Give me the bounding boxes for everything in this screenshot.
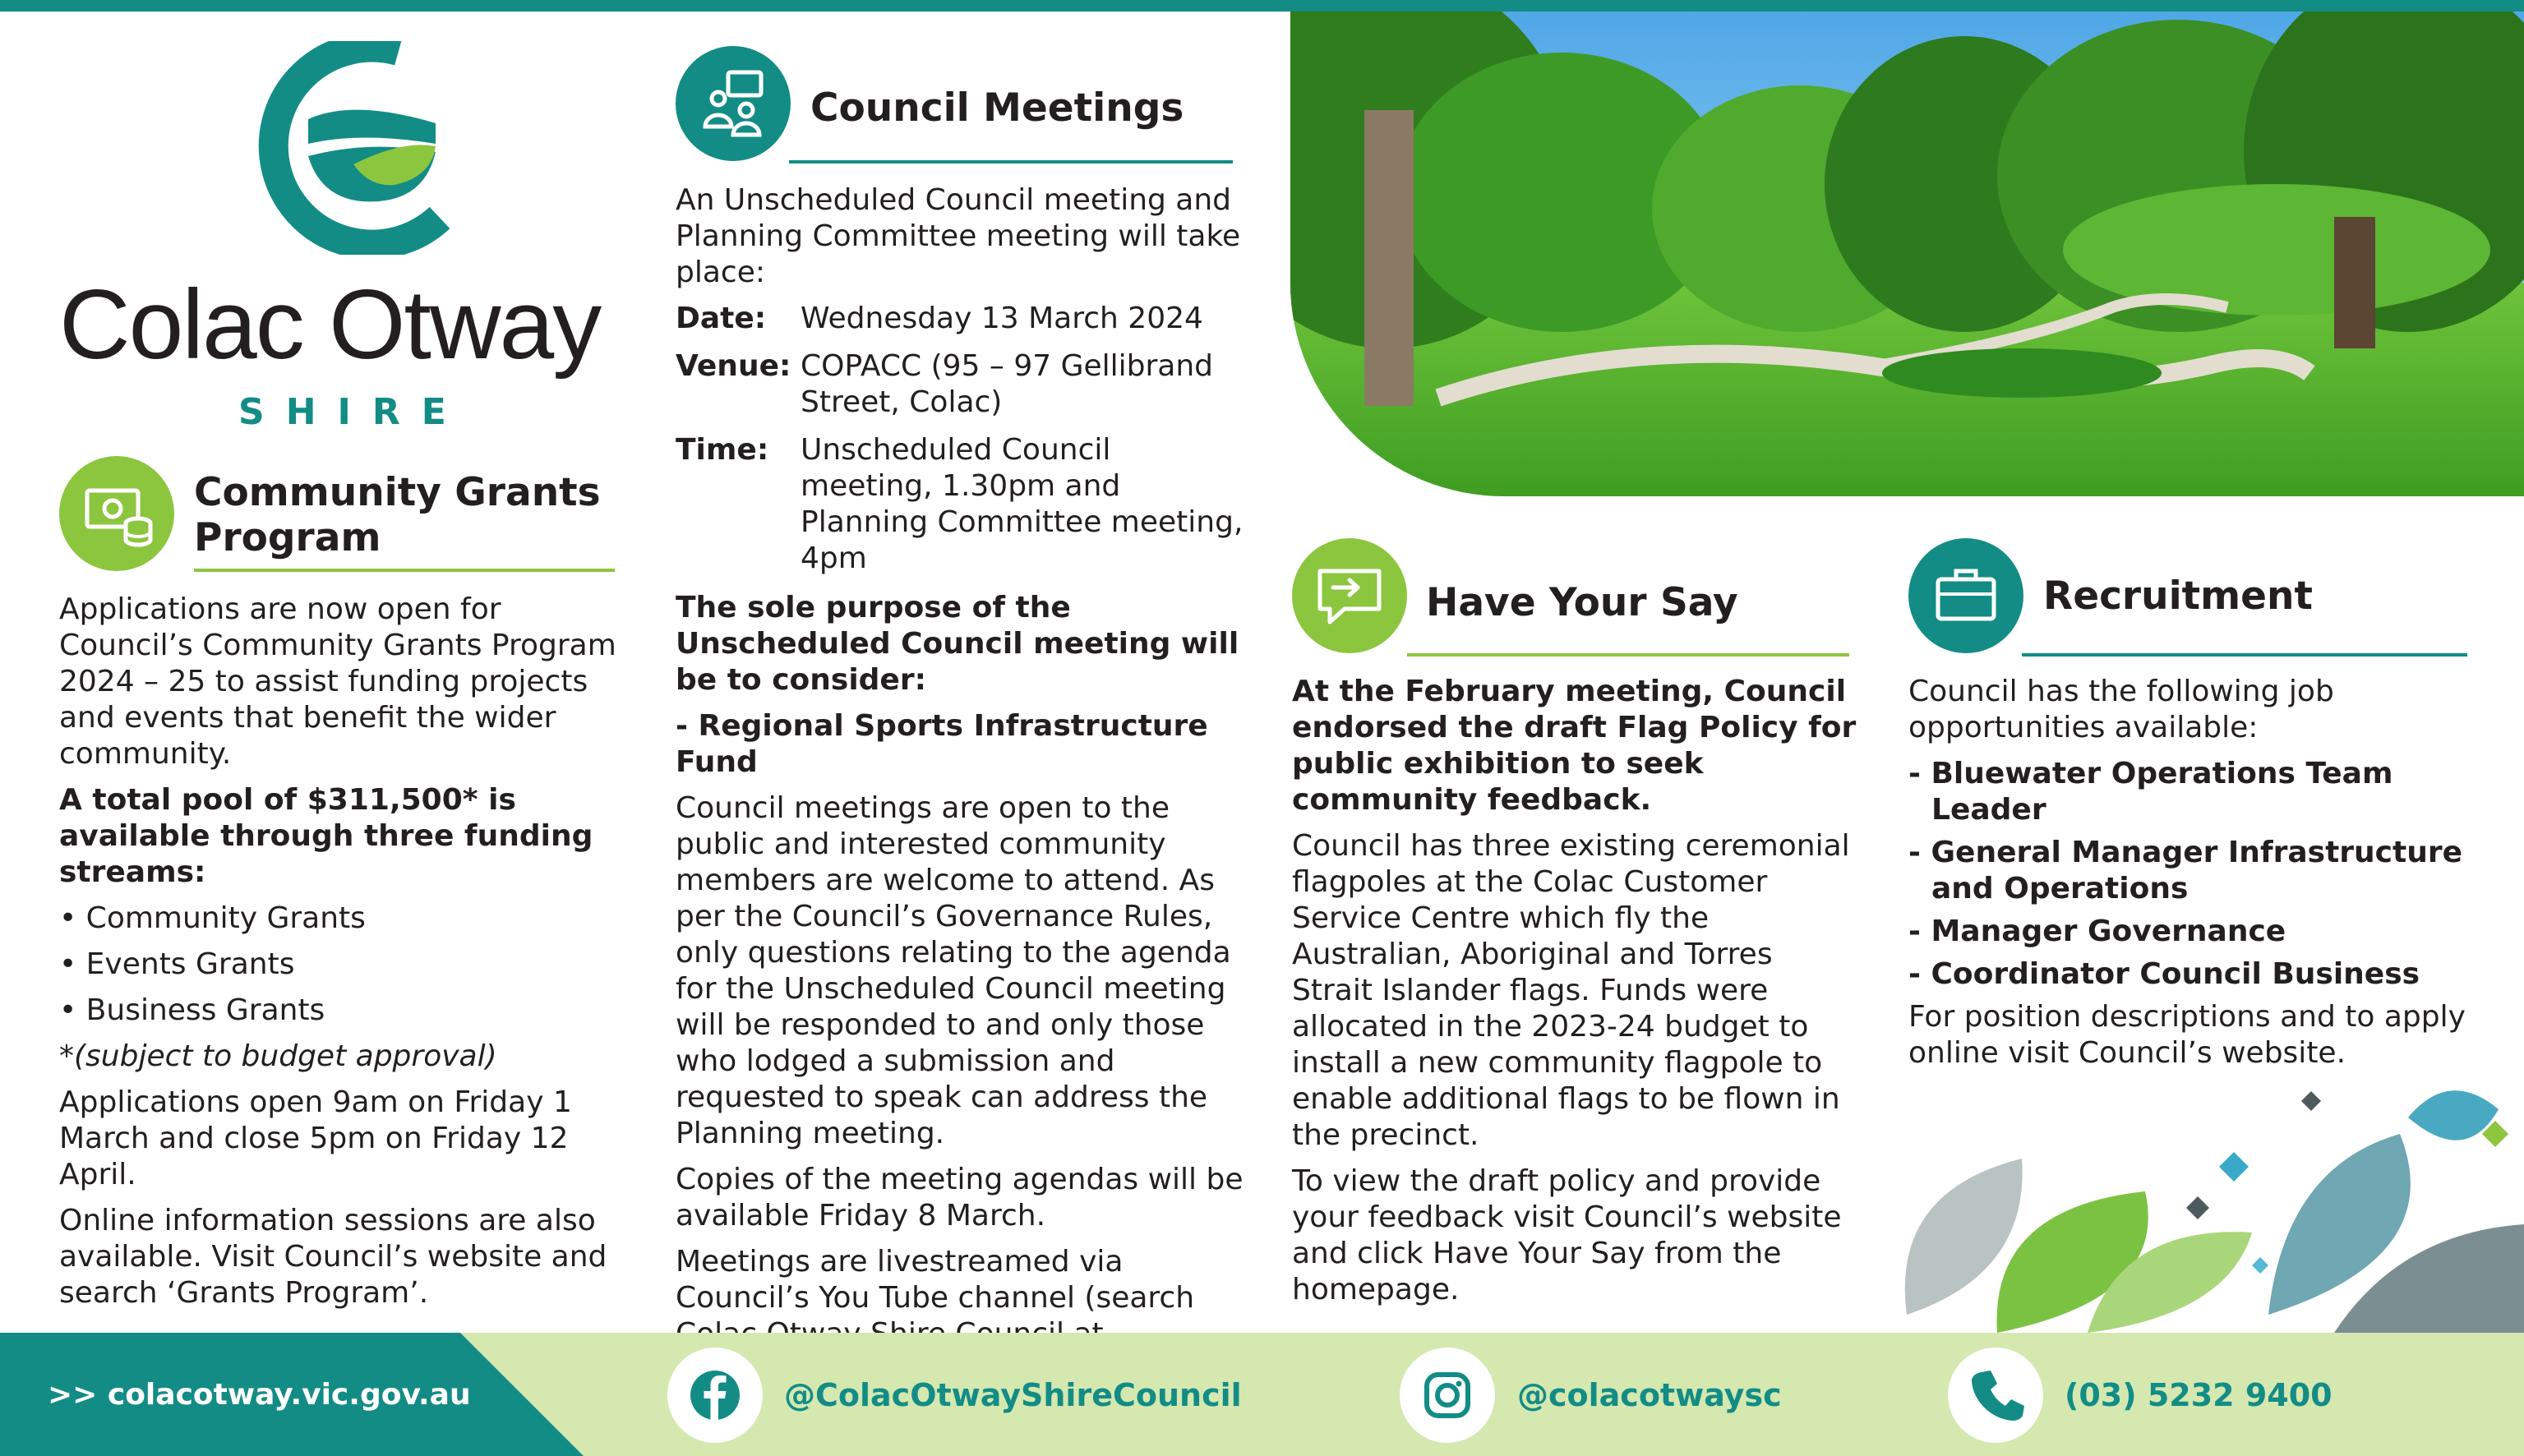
list-item: • Community Grants <box>59 901 366 935</box>
say-divider <box>1407 653 1849 657</box>
meetings-stream-text: Meetings are livestreamed via Council’s You Tube channel (search <box>676 1245 1195 1315</box>
presentation-icon <box>676 46 791 161</box>
briefcase-icon <box>1908 538 2023 653</box>
grants-title-line2: Program <box>194 515 381 560</box>
job-item: - General Manager Infrastructure and Operations <box>1908 836 2463 905</box>
job-item: - Bluewater Operations Team Leader <box>1908 757 2393 827</box>
phone-icon[interactable] <box>1948 1348 2043 1443</box>
instagram-handle[interactable]: @colacotwaysc <box>1517 1377 1782 1413</box>
meetings-intro: An Unscheduled Council meeting and Planning Committee meeting will take place: <box>676 183 1241 289</box>
detail-value-time: Unscheduled Council meeting, 1.30pm and Planning Committee meeting, 4pm <box>801 433 1244 575</box>
job-list <box>1908 756 2500 993</box>
meetings-body <box>676 182 1251 1398</box>
park-photo <box>1290 12 2524 496</box>
meetings-title: Council Meetings <box>810 85 1184 131</box>
detail-label-date: Date: <box>676 302 767 335</box>
logo-subname: SHIRE <box>238 391 468 433</box>
facebook-icon[interactable] <box>667 1348 763 1443</box>
recruit-title: Recruitment <box>2043 574 2313 619</box>
meetings-purpose-item: - Regional Sports Infrastructure Fund <box>676 709 1208 779</box>
grants-note: *(subject to budget approval) <box>59 1039 497 1073</box>
grants-sessions: Online information sessions are also available. Visit Council’s website and search ‘Grants Program’. <box>59 1204 607 1310</box>
recruit-divider <box>2022 653 2467 657</box>
grants-pool: A total pool of $311,500* is available through three funding streams: <box>59 783 593 889</box>
job-item: - Coordinator Council Business <box>1908 957 2420 991</box>
say-text: Council has three existing ceremonial flagpoles at the Colac Customer Service Centre which fly the Australian, Aboriginal and Torres Strait Islander flags. Funds were allocated in the 2023-24 budget to install a new community flagpole to enable additional flags to be flown in the precinct. <box>1292 829 1850 1152</box>
website-link[interactable]: >> colacotway.vic.gov.au <box>48 1378 471 1412</box>
top-accent-bar <box>0 0 2524 12</box>
grants-title <box>194 470 601 560</box>
detail-value-date: Wednesday 13 March 2024 <box>801 302 1203 335</box>
grants-intro: Applications are now open for Council’s Community Grants Program 2024 – 25 to assist funding projects and events that benefit the wider community. <box>59 592 616 771</box>
grants-title-line1: Community Grants <box>194 470 601 515</box>
instagram-icon[interactable] <box>1400 1348 1495 1443</box>
say-title: Have Your Say <box>1426 580 1738 625</box>
detail-label-time: Time: <box>676 433 769 467</box>
meeting-details <box>676 301 1251 577</box>
colac-otway-logo-icon <box>230 41 452 255</box>
meetings-open-text: Council meetings are open to the public and interested community members are welcome to attend. As per the Council’s Governance Rules, only questions relating to the agenda for the Unscheduled Council meeting will be responded to and only those who lodged a submission and requested to speak can address the Planning meeting. <box>676 791 1231 1150</box>
list-item: • Events Grants <box>59 947 295 981</box>
say-cta: To view the draft policy and provide your feedback visit Council’s website and click Have Your Say from the homepage. <box>1292 1164 1842 1306</box>
logo-wordmark: Colac Otway <box>59 270 601 380</box>
meetings-purpose: The sole purpose of the Unscheduled Council meeting will be to consider: <box>676 591 1239 697</box>
money-icon <box>59 456 174 571</box>
grants-stream-list <box>59 901 626 1029</box>
detail-label-venue: Venue: <box>676 349 791 383</box>
detail-value-venue: COPACC (95 – 97 Gellibrand Street, Colac) <box>801 349 1214 419</box>
grants-dates: Applications open 9am on Friday 1 March and close 5pm on Friday 12 April. <box>59 1085 572 1191</box>
leaves-decoration <box>1874 1068 2524 1333</box>
phone-number[interactable]: (03) 5232 9400 <box>2065 1377 2333 1413</box>
say-body <box>1292 674 1859 1318</box>
meetings-agendas: Copies of the meeting agendas will be available Friday 8 March. <box>676 1163 1244 1233</box>
speech-bubble-icon <box>1292 538 1407 653</box>
grants-body <box>59 592 626 1321</box>
recruit-intro: Council has the following job opportunities available: <box>1908 675 2334 744</box>
recruit-outro: For position descriptions and to apply online visit Council’s website. <box>1908 1000 2466 1070</box>
grants-divider <box>194 569 615 572</box>
list-item: • Business Grants <box>59 993 325 1027</box>
job-item: - Manager Governance <box>1908 915 2286 948</box>
meetings-divider <box>789 160 1233 164</box>
recruit-body <box>1908 674 2500 1081</box>
facebook-handle[interactable]: @ColacOtwayShireCouncil <box>784 1377 1242 1413</box>
say-lead: At the February meeting, Council endorsed the draft Flag Policy for public exhibition to seek community feedback. <box>1292 675 1857 817</box>
